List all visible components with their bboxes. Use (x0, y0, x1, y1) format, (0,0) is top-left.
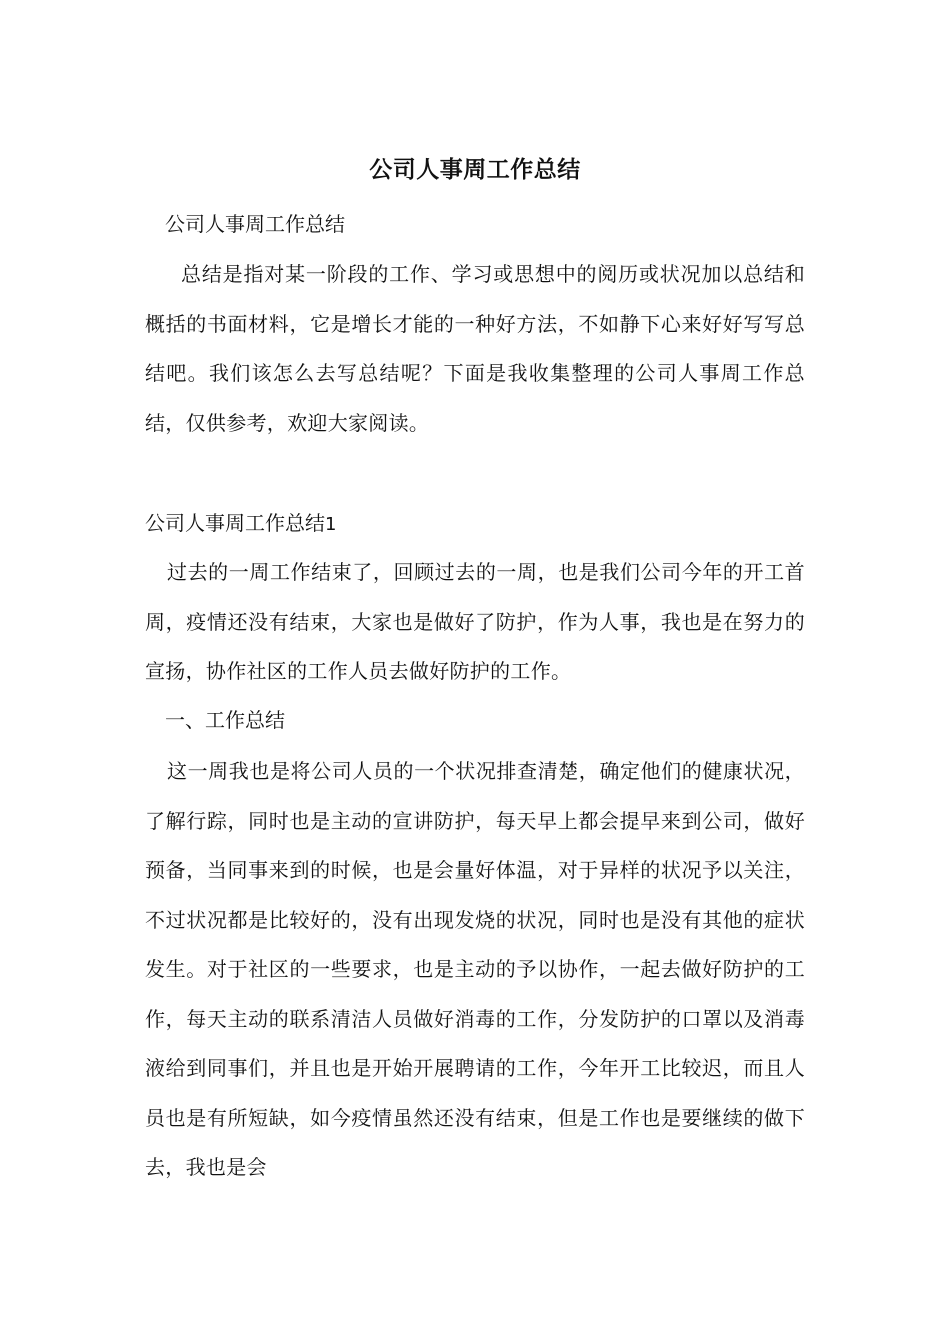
work-summary-paragraph: 这一周我也是将公司人员的一个状况排查清楚，确定他们的健康状况，了解行踪，同时也是主动的宣讲防护，每天早上都会提早来到公司，做好预备，当同事来到的时候，也是会量好体温，对于异样的状况予以关注，不过状况都是比较好的，没有出现发烧的状况，同时也是没有其他的症状发生。对于社区的一些要求，也是主动的予以协作，一起去做好防护的工作，每天主动的联系清洁人员做好消毒的工作，分发防护的口罩以及消毒液给到同事们，并且也是开始开展聘请的工作，今年开工比较迟，而且人员也是有所短缺，如今疫情虽然还没有结束，但是工作也是要继续的做下去，我也是会 (145, 759, 805, 1179)
section-heading-text: 公司人事周工作总结 (145, 511, 325, 535)
section-heading (145, 505, 336, 543)
intro-paragraph: 总结是指对某一阶段的工作、学习或思想中的阅历或状况加以总结和概括的书面材料，它是增长才能的一种好方法，不如静下心来好好写写总结吧。我们该怎么去写总结呢？下面是我收集整理的公司人事周工作总结，仅供参考，欢迎大家阅读。 (145, 262, 805, 435)
work-summary-heading: 一、工作总结 (165, 708, 285, 732)
section-number: 1 (325, 514, 337, 535)
section-paragraph: 过去的一周工作结束了，回顾过去的一周，也是我们公司今年的开工首周，疫情还没有结束，大家也是做好了防护，作为人事，我也是在努力的宣扬，协作社区的工作人员去做好防护的工作。 (145, 560, 805, 683)
document-subtitle: 公司人事周工作总结 (165, 212, 345, 236)
page-title: 公司人事周工作总结 (369, 156, 581, 183)
